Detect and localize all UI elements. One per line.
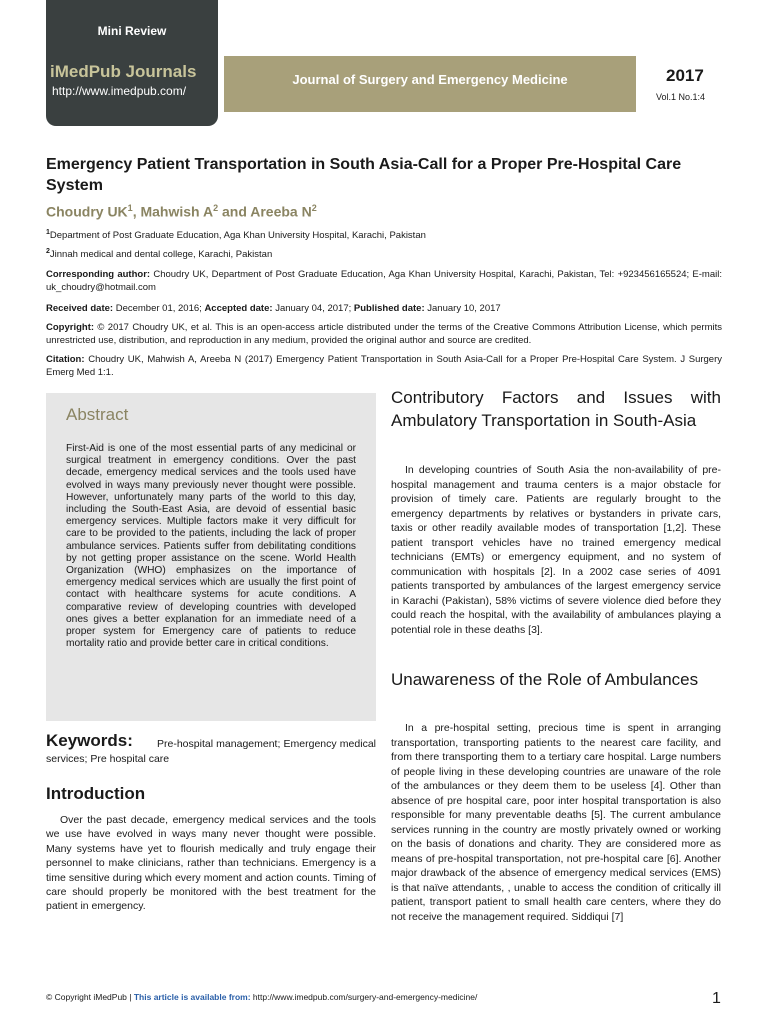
author-name: Areeba N (250, 203, 312, 220)
corresponding-author (46, 268, 722, 294)
corresponding-text: Choudry UK, Department of Post Graduate Education, Aga Khan University Hospital, Karachi, Pakistan, Tel: +923456165524; E-mail: uk_choudry@hotmail.com (46, 269, 722, 293)
publisher-url-link[interactable]: http://www.imedpub.com/ (52, 84, 187, 98)
copyright-label: Copyright: (46, 322, 95, 333)
citation (46, 353, 722, 379)
introduction-text: Over the past decade, emergency medical services and the tools we use have evolved in ways many never thought were possible. Many systems have yet to flourish medically and truly engage their personnel to make clinicians, rather than technicians. Emergency is a time sensitive during which every moment and action counts. Timing of care should properly be monitored with the best treatment for the patient in emergency. (46, 814, 376, 913)
section-text-contributory-factors: In developing countries of South Asia the non-availability of pre-hospital management and trauma centers is a major obstacle for provision of timely care. Patients are regularly brought to the emergency departments by relatives or bystanders in private cars, taxis or other readily available modes of transportation [1,2]. These patient transport vehicles have no trained emergency medical technicians (EMTs) or emergency equipment, and no system of communication with hospitals [2]. In a 2002 case series of 4091 patients transported by ambulances of the largest emergency service in Karachi (Pakistan), 58% victims of severe violence died before they could reach the hospital, with the availability of ambulances playing a potential role in these deaths [3]. (391, 464, 721, 636)
section-heading-contributory-factors: Contributory Factors and Issues with Ambulatory Transportation in South-Asia (391, 388, 721, 430)
corresponding-label: Corresponding author: (46, 269, 151, 280)
footer-copyright: © Copyright iMedPub (46, 992, 127, 1002)
published-date: January 10, 2017 (427, 303, 501, 314)
author-separator: , (132, 203, 141, 220)
affiliation-text: Department of Post Graduate Education, Aga Khan University Hospital, Karachi, Pakistan (49, 230, 426, 242)
footer (46, 992, 477, 1002)
author-separator: and (218, 203, 251, 220)
footer-available-label: This article is available from: (133, 992, 251, 1002)
citation-text: Choudry UK, Mahwish A, Areeba N (2017) Emergency Patient Transportation in South Asia-Call for a Proper Pre-Hospital Care System. J Surgery Emerg Med 1:1. (46, 354, 723, 378)
author-affiliation-number: 2 (311, 203, 317, 213)
received-date: December 01, 2016; (115, 303, 202, 314)
article-type-label: Mini Review (97, 24, 167, 38)
affiliation-text: Jinnah medical and dental college, Karachi, Pakistan (49, 249, 273, 261)
affiliation (46, 229, 426, 241)
copyright-notice (46, 321, 722, 347)
author-name: Mahwish A (140, 203, 214, 220)
author-list (46, 203, 317, 220)
author-name: Choudry UK (46, 203, 128, 220)
keywords-text: Pre-hospital management; Emergency medical services; Pre hospital care (46, 738, 376, 765)
volume-number: Vol.1 No.1:4 (656, 92, 706, 102)
journal-title: Journal of Surgery and Emergency Medicine (292, 72, 568, 87)
accepted-label: Accepted date: (204, 303, 273, 314)
copyright-text: © 2017 Choudry UK, et al. This is an open-access article distributed under the terms of the Creative Commons Attribution License, which permits unrestricted use, distribution, and reproduction in any medium, provided the original author and source are credited. (46, 322, 722, 346)
article-title: Emergency Patient Transportation in South Asia-Call for a Proper Pre-Hospital Care System (46, 156, 682, 194)
affiliation-number: 1 (46, 229, 50, 236)
introduction-heading: Introduction (46, 784, 146, 803)
footer-separator: | (126, 992, 134, 1002)
author-affiliation-number: 2 (213, 203, 219, 213)
accepted-date: January 04, 2017; (275, 303, 352, 314)
section-heading-unawareness: Unawareness of the Role of Ambulances (391, 670, 699, 689)
keywords-heading: Keywords: (46, 731, 133, 750)
section-text-unawareness: In a pre-hospital setting, precious time is spent in arranging transportation, transporting patients to the nearest care facility, and from there transporting them to a tertiary care hospital. Large numbers of people living in these developing countries are unaware of the role of the ambulances or they deem them to be useless [4]. Other than absence of pre hospital care, poor inter hospital transportation is also responsible for many preventable deaths [5]. The current ambulance services running in the country are mostly privately owned or working on the basis of donations and charity. They are considered more as means of pre-hospital transportation, not pre-hospital care [6]. Another major drawback of the absence of emergency medical services (EMS) is that naïve attendants, , unable to access the condition of critically ill patient, transport patient to small health care centers, where they do not receive the management required. Siddiqui [7] (391, 722, 721, 923)
article-dates (46, 302, 722, 315)
affiliation-number: 2 (46, 248, 50, 255)
footer-url-link[interactable]: http://www.imedpub.com/surgery-and-emergency-medicine/ (250, 992, 478, 1002)
citation-label: Citation: (46, 354, 85, 365)
published-label: Published date: (353, 303, 425, 314)
abstract-heading: Abstract (66, 405, 129, 424)
publisher-name: iMedPub Journals (50, 62, 197, 81)
received-label: Received date: (46, 303, 114, 314)
issue-year: 2017 (666, 66, 704, 85)
page-number: 1 (712, 990, 721, 1007)
abstract-text: First-Aid is one of the most essential parts of any medicinal or surgical treatment in emergency conditions. Over the past decade, emergency medical services and the tools used have evolved in ways many previously never thought were possible. However, unfortunately many parts of the world to this day, including the South-East Asia, are devoid of essential basic emergency services. Multiple factors make it very difficult for care to be provided to the patients, including the lack of proper ambulance services. Patients suffer from debilitating conditions by not getting proper assistance on the scene. World Health Organization (WHO) emphasizes on the importance of emergency medical services which are usually the first point of contact with healthcare systems for acute conditions. A comparative review of developing countries with developed ones gives a better explanation for an immediate need of a proper system for Emergency care of patients to reduce mortality ratio and provide better care in critical conditions. (66, 443, 356, 650)
author-affiliation-number: 1 (127, 203, 133, 213)
affiliation (46, 248, 272, 260)
